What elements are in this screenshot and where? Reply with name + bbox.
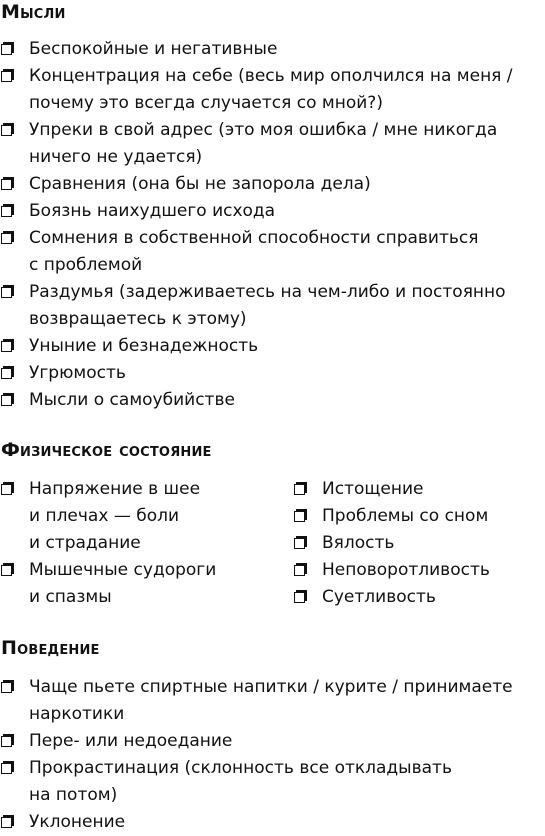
checklist-item-label: Мышечные судороги и спазмы (29, 560, 217, 607)
checkbox-icon[interactable] (1, 44, 12, 55)
checklist-item-label: Сравнения (она бы не запорола дела) (29, 174, 371, 194)
checklist-item-label: Раздумья (задерживаетесь на чем-либо и постоянно возвращаетесь к этому) (29, 282, 506, 329)
checkbox-icon[interactable] (1, 368, 12, 379)
checkbox-icon[interactable] (1, 71, 12, 82)
checkbox-icon[interactable] (1, 206, 12, 217)
checklist-item-label: Мысли о самоубийстве (29, 390, 235, 410)
checklist-item (0, 476, 280, 557)
checklist-item (0, 198, 545, 225)
checklist-item (0, 225, 545, 279)
checklist-item (0, 117, 545, 171)
checkbox-icon[interactable] (1, 395, 12, 406)
section-heading-behavior: Поведение (1, 637, 100, 659)
checkbox-icon[interactable] (1, 682, 12, 693)
checkbox-icon[interactable] (294, 484, 305, 495)
checkbox-icon[interactable] (294, 565, 305, 576)
checklist-item-label: Концентрация на себе (весь мир ополчился на меня / почему это всегда случается со мной?) (29, 66, 513, 113)
checklist-item-label: Истощение (322, 479, 424, 499)
checkbox-icon[interactable] (1, 341, 12, 352)
physical-checklist-right (293, 476, 543, 611)
checklist-item-label: Упреки в свой адрес (это моя ошибка / мне никогда ничего не удается) (29, 120, 498, 167)
checklist-item (0, 360, 545, 387)
checklist-item-label: Вялость (322, 533, 395, 553)
checkbox-icon[interactable] (1, 565, 12, 576)
behavior-checklist (0, 674, 545, 836)
checklist-item (0, 333, 545, 360)
section-heading-thoughts: Мысли (1, 1, 66, 23)
checklist-item (0, 36, 545, 63)
checklist-item-label: Уныние и безнадежность (29, 336, 259, 356)
thoughts-checklist (0, 36, 545, 414)
checklist-item (293, 476, 543, 503)
checklist-item-label: Сомнения в собственной способности справиться с проблемой (29, 228, 479, 275)
checklist-item (0, 387, 545, 414)
checklist-item (0, 755, 545, 809)
checklist-item (0, 809, 545, 836)
checkbox-icon[interactable] (294, 538, 305, 549)
checkbox-icon[interactable] (294, 592, 305, 603)
checkbox-icon[interactable] (1, 233, 12, 244)
checklist-item (293, 584, 543, 611)
checklist-item-label: Прокрастинация (склонность все откладывать на потом) (29, 758, 452, 805)
checkbox-icon[interactable] (1, 736, 12, 747)
checkbox-icon[interactable] (294, 511, 305, 522)
checkbox-icon[interactable] (1, 484, 12, 495)
checklist-item-label: Пере- или недоедание (29, 731, 233, 751)
checkbox-icon[interactable] (1, 179, 12, 190)
checklist-item (0, 557, 280, 611)
checklist-item (0, 728, 545, 755)
checklist-item (293, 557, 543, 584)
checkbox-icon[interactable] (1, 287, 12, 298)
checklist-item-label: Проблемы со сном (322, 506, 489, 526)
checklist-item-label: Угрюмость (29, 363, 126, 383)
checkbox-icon[interactable] (1, 763, 12, 774)
checklist-item-label: Суетливость (322, 587, 436, 607)
checklist-item-label: Напряжение в шее и плечах — боли и страдание (29, 479, 201, 553)
checkbox-icon[interactable] (1, 125, 12, 136)
physical-checklist-left (0, 476, 280, 611)
checkbox-icon[interactable] (1, 817, 12, 828)
checklist-item-label: Чаще пьете спиртные напитки / курите / принимаете наркотики (29, 677, 513, 724)
checklist-item (293, 503, 543, 530)
checklist-item-label: Неповоротливость (322, 560, 490, 580)
checklist-item-label: Боязнь наихудшего исхода (29, 201, 276, 221)
checklist-item (0, 674, 545, 728)
checklist-item (0, 171, 545, 198)
checklist-item (0, 279, 545, 333)
section-heading-physical: Физическое состояние (1, 439, 212, 461)
checklist-item-label: Уклонение (29, 812, 126, 832)
checklist-item-label: Беспокойные и негативные (29, 39, 278, 59)
checklist-item (0, 63, 545, 117)
checklist-item (293, 530, 543, 557)
